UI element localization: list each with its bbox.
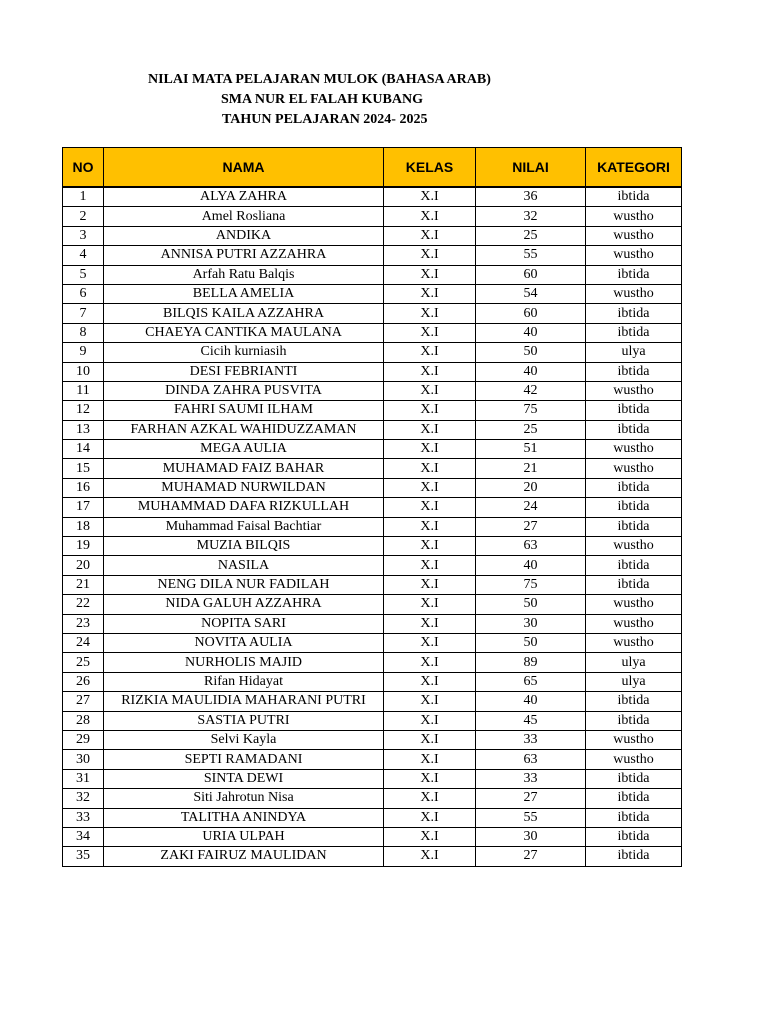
cell-no: 10 xyxy=(63,362,104,381)
cell-no: 32 xyxy=(63,789,104,808)
school-name: SMA NUR EL FALAH KUBANG xyxy=(221,92,423,107)
table-row xyxy=(63,284,682,303)
cell-kategori: ibtida xyxy=(586,323,682,342)
cell-kategori: wustho xyxy=(586,284,682,303)
cell-kategori: ibtida xyxy=(586,769,682,788)
cell-no: 13 xyxy=(63,420,104,439)
cell-no: 25 xyxy=(63,653,104,672)
cell-nama: Muhammad Faisal Bachtiar xyxy=(104,517,384,536)
table-row xyxy=(63,653,682,672)
cell-kategori: ibtida xyxy=(586,847,682,866)
cell-nilai: 50 xyxy=(476,343,586,362)
cell-nilai: 25 xyxy=(476,420,586,439)
cell-kategori: ulya xyxy=(586,343,682,362)
cell-kelas: X.I xyxy=(384,633,476,652)
cell-no: 35 xyxy=(63,847,104,866)
cell-nilai: 27 xyxy=(476,789,586,808)
cell-nama: FAHRI SAUMI ILHAM xyxy=(104,401,384,420)
cell-kelas: X.I xyxy=(384,246,476,265)
cell-kelas: X.I xyxy=(384,498,476,517)
cell-kategori: ibtida xyxy=(586,420,682,439)
table-row xyxy=(63,381,682,400)
cell-kelas: X.I xyxy=(384,207,476,226)
cell-no: 19 xyxy=(63,537,104,556)
cell-kategori: wustho xyxy=(586,595,682,614)
cell-nilai: 89 xyxy=(476,653,586,672)
cell-kelas: X.I xyxy=(384,284,476,303)
table-row xyxy=(63,478,682,497)
table-row xyxy=(63,420,682,439)
table-header-row xyxy=(63,148,682,188)
cell-kategori: ibtida xyxy=(586,517,682,536)
cell-nama: NOVITA AULIA xyxy=(104,633,384,652)
cell-kelas: X.I xyxy=(384,401,476,420)
cell-nilai: 24 xyxy=(476,498,586,517)
cell-kelas: X.I xyxy=(384,614,476,633)
cell-no: 27 xyxy=(63,692,104,711)
cell-kategori: wustho xyxy=(586,246,682,265)
table-row xyxy=(63,789,682,808)
cell-nama: NASILA xyxy=(104,556,384,575)
cell-kelas: X.I xyxy=(384,187,476,207)
cell-kelas: X.I xyxy=(384,789,476,808)
cell-kelas: X.I xyxy=(384,265,476,284)
cell-nama: DESI FEBRIANTI xyxy=(104,362,384,381)
table-body xyxy=(63,187,682,866)
cell-no: 14 xyxy=(63,440,104,459)
cell-nilai: 63 xyxy=(476,750,586,769)
cell-kategori: ibtida xyxy=(586,789,682,808)
cell-nama: Siti Jahrotun Nisa xyxy=(104,789,384,808)
cell-no: 16 xyxy=(63,478,104,497)
table-row xyxy=(63,575,682,594)
table-row xyxy=(63,595,682,614)
cell-kategori: wustho xyxy=(586,537,682,556)
cell-kategori: wustho xyxy=(586,614,682,633)
cell-nama: URIA ULPAH xyxy=(104,827,384,846)
cell-no: 5 xyxy=(63,265,104,284)
cell-nama: NENG DILA NUR FADILAH xyxy=(104,575,384,594)
cell-nilai: 42 xyxy=(476,381,586,400)
cell-nama: ZAKI FAIRUZ MAULIDAN xyxy=(104,847,384,866)
cell-nama: ANDIKA xyxy=(104,226,384,245)
table-row xyxy=(63,517,682,536)
cell-nama: FARHAN AZKAL WAHIDUZZAMAN xyxy=(104,420,384,439)
table-row xyxy=(63,847,682,866)
table-row xyxy=(63,246,682,265)
cell-kategori: ibtida xyxy=(586,808,682,827)
cell-nama: MEGA AULIA xyxy=(104,440,384,459)
cell-kategori: ibtida xyxy=(586,827,682,846)
cell-kategori: ibtida xyxy=(586,265,682,284)
cell-kelas: X.I xyxy=(384,653,476,672)
cell-nama: MUHAMAD FAIZ BAHAR xyxy=(104,459,384,478)
cell-kategori: wustho xyxy=(586,381,682,400)
cell-kategori: ibtida xyxy=(586,478,682,497)
cell-nilai: 55 xyxy=(476,246,586,265)
cell-kelas: X.I xyxy=(384,769,476,788)
cell-nilai: 45 xyxy=(476,711,586,730)
cell-nilai: 25 xyxy=(476,226,586,245)
column-header-kelas: KELAS xyxy=(384,148,476,188)
cell-no: 31 xyxy=(63,769,104,788)
cell-nama: NIDA GALUH AZZAHRA xyxy=(104,595,384,614)
cell-kelas: X.I xyxy=(384,459,476,478)
document-title-block xyxy=(148,70,496,130)
table-row xyxy=(63,265,682,284)
cell-kategori: ibtida xyxy=(586,692,682,711)
cell-nilai: 50 xyxy=(476,595,586,614)
table-row xyxy=(63,343,682,362)
cell-nilai: 27 xyxy=(476,847,586,866)
cell-nama: ALYA ZAHRA xyxy=(104,187,384,207)
table-row xyxy=(63,401,682,420)
academic-year: TAHUN PELAJARAN 2024- 2025 xyxy=(222,112,428,127)
cell-nama: NOPITA SARI xyxy=(104,614,384,633)
cell-nama: MUZIA BILQIS xyxy=(104,537,384,556)
table-row xyxy=(63,827,682,846)
cell-kategori: ulya xyxy=(586,653,682,672)
cell-kelas: X.I xyxy=(384,730,476,749)
cell-nilai: 20 xyxy=(476,478,586,497)
cell-nilai: 33 xyxy=(476,769,586,788)
cell-no: 2 xyxy=(63,207,104,226)
cell-kelas: X.I xyxy=(384,808,476,827)
cell-no: 29 xyxy=(63,730,104,749)
cell-no: 15 xyxy=(63,459,104,478)
cell-no: 20 xyxy=(63,556,104,575)
cell-nama: MUHAMMAD DAFA RIZKULLAH xyxy=(104,498,384,517)
cell-kategori: ulya xyxy=(586,672,682,691)
cell-no: 33 xyxy=(63,808,104,827)
cell-kategori: ibtida xyxy=(586,187,682,207)
cell-no: 4 xyxy=(63,246,104,265)
cell-kelas: X.I xyxy=(384,440,476,459)
column-header-no: NO xyxy=(63,148,104,188)
table-row xyxy=(63,187,682,207)
cell-kelas: X.I xyxy=(384,478,476,497)
cell-kategori: wustho xyxy=(586,440,682,459)
cell-kelas: X.I xyxy=(384,711,476,730)
cell-nilai: 65 xyxy=(476,672,586,691)
cell-nilai: 27 xyxy=(476,517,586,536)
cell-nama: Amel Rosliana xyxy=(104,207,384,226)
cell-kelas: X.I xyxy=(384,847,476,866)
table-row xyxy=(63,808,682,827)
table-row xyxy=(63,711,682,730)
cell-kelas: X.I xyxy=(384,692,476,711)
cell-nama: ANNISA PUTRI AZZAHRA xyxy=(104,246,384,265)
cell-no: 1 xyxy=(63,187,104,207)
cell-no: 7 xyxy=(63,304,104,323)
cell-no: 26 xyxy=(63,672,104,691)
cell-nilai: 40 xyxy=(476,362,586,381)
cell-nilai: 30 xyxy=(476,827,586,846)
cell-nama: DINDA ZAHRA PUSVITA xyxy=(104,381,384,400)
cell-nilai: 60 xyxy=(476,304,586,323)
cell-nilai: 54 xyxy=(476,284,586,303)
cell-kategori: ibtida xyxy=(586,304,682,323)
column-header-nama: NAMA xyxy=(104,148,384,188)
cell-kategori: wustho xyxy=(586,226,682,245)
cell-nama: Rifan Hidayat xyxy=(104,672,384,691)
cell-kategori: ibtida xyxy=(586,575,682,594)
column-header-nilai: NILAI xyxy=(476,148,586,188)
cell-no: 3 xyxy=(63,226,104,245)
cell-nilai: 32 xyxy=(476,207,586,226)
table-row xyxy=(63,556,682,575)
cell-nama: TALITHA ANINDYA xyxy=(104,808,384,827)
cell-kategori: wustho xyxy=(586,207,682,226)
cell-nilai: 50 xyxy=(476,633,586,652)
cell-nilai: 40 xyxy=(476,323,586,342)
cell-no: 21 xyxy=(63,575,104,594)
cell-kelas: X.I xyxy=(384,381,476,400)
cell-nilai: 40 xyxy=(476,692,586,711)
table-row xyxy=(63,730,682,749)
cell-nama: NURHOLIS MAJID xyxy=(104,653,384,672)
cell-kelas: X.I xyxy=(384,304,476,323)
cell-no: 30 xyxy=(63,750,104,769)
cell-nilai: 30 xyxy=(476,614,586,633)
cell-nilai: 36 xyxy=(476,187,586,207)
cell-no: 12 xyxy=(63,401,104,420)
table-row xyxy=(63,440,682,459)
table-row xyxy=(63,692,682,711)
cell-kategori: ibtida xyxy=(586,556,682,575)
table-row xyxy=(63,614,682,633)
cell-nama: Selvi Kayla xyxy=(104,730,384,749)
cell-kelas: X.I xyxy=(384,226,476,245)
cell-nama: SINTA DEWI xyxy=(104,769,384,788)
cell-nilai: 21 xyxy=(476,459,586,478)
cell-kategori: wustho xyxy=(586,459,682,478)
table-row xyxy=(63,672,682,691)
table-row xyxy=(63,537,682,556)
document-title: NILAI MATA PELAJARAN MULOK (BAHASA ARAB) xyxy=(148,72,491,87)
cell-nilai: 75 xyxy=(476,575,586,594)
cell-no: 24 xyxy=(63,633,104,652)
cell-nilai: 40 xyxy=(476,556,586,575)
cell-kategori: wustho xyxy=(586,730,682,749)
table-row xyxy=(63,207,682,226)
cell-no: 17 xyxy=(63,498,104,517)
cell-kategori: ibtida xyxy=(586,711,682,730)
cell-nama: CHAEYA CANTIKA MAULANA xyxy=(104,323,384,342)
cell-kelas: X.I xyxy=(384,323,476,342)
cell-nama: Arfah Ratu Balqis xyxy=(104,265,384,284)
cell-kelas: X.I xyxy=(384,750,476,769)
table-row xyxy=(63,304,682,323)
cell-kelas: X.I xyxy=(384,537,476,556)
cell-nama: BELLA AMELIA xyxy=(104,284,384,303)
cell-nama: SEPTI RAMADANI xyxy=(104,750,384,769)
table-row xyxy=(63,750,682,769)
cell-no: 9 xyxy=(63,343,104,362)
cell-kategori: wustho xyxy=(586,633,682,652)
cell-kelas: X.I xyxy=(384,827,476,846)
table-row xyxy=(63,362,682,381)
table-row xyxy=(63,633,682,652)
cell-no: 22 xyxy=(63,595,104,614)
cell-nilai: 55 xyxy=(476,808,586,827)
cell-no: 34 xyxy=(63,827,104,846)
table-row xyxy=(63,226,682,245)
cell-kelas: X.I xyxy=(384,556,476,575)
cell-nilai: 60 xyxy=(476,265,586,284)
cell-no: 18 xyxy=(63,517,104,536)
cell-nilai: 33 xyxy=(476,730,586,749)
table-row xyxy=(63,459,682,478)
cell-nilai: 63 xyxy=(476,537,586,556)
cell-no: 11 xyxy=(63,381,104,400)
cell-nama: RIZKIA MAULIDIA MAHARANI PUTRI xyxy=(104,692,384,711)
cell-no: 28 xyxy=(63,711,104,730)
column-header-kategori: KATEGORI xyxy=(586,148,682,188)
cell-nama: BILQIS KAILA AZZAHRA xyxy=(104,304,384,323)
cell-kategori: wustho xyxy=(586,750,682,769)
cell-kategori: ibtida xyxy=(586,362,682,381)
cell-nama: MUHAMAD NURWILDAN xyxy=(104,478,384,497)
cell-no: 8 xyxy=(63,323,104,342)
cell-kelas: X.I xyxy=(384,362,476,381)
table-row xyxy=(63,323,682,342)
grades-table xyxy=(62,147,682,867)
cell-no: 6 xyxy=(63,284,104,303)
cell-kategori: ibtida xyxy=(586,401,682,420)
cell-nilai: 75 xyxy=(476,401,586,420)
cell-nama: Cicih kurniasih xyxy=(104,343,384,362)
cell-nama: SASTIA PUTRI xyxy=(104,711,384,730)
cell-kelas: X.I xyxy=(384,343,476,362)
cell-no: 23 xyxy=(63,614,104,633)
cell-kelas: X.I xyxy=(384,575,476,594)
cell-nilai: 51 xyxy=(476,440,586,459)
cell-kelas: X.I xyxy=(384,672,476,691)
cell-kategori: ibtida xyxy=(586,498,682,517)
cell-kelas: X.I xyxy=(384,517,476,536)
cell-kelas: X.I xyxy=(384,595,476,614)
table-row xyxy=(63,498,682,517)
table-row xyxy=(63,769,682,788)
cell-kelas: X.I xyxy=(384,420,476,439)
